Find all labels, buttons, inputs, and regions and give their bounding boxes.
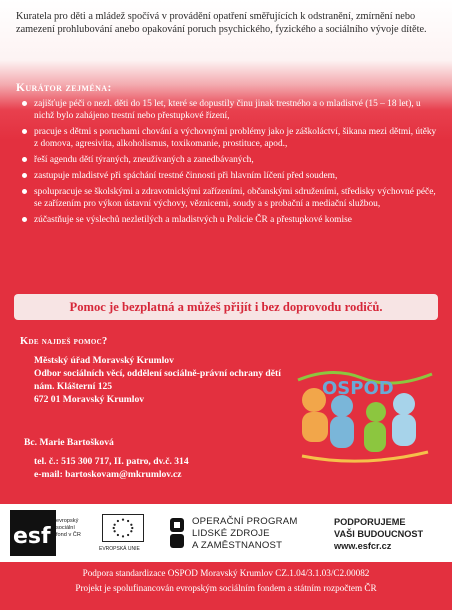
logo-arc-line [302,452,428,461]
address-line: 672 01 Moravský Krumlov [34,394,145,405]
duty-text: zastupuje mladistvé při spáchání trestné činnosti při hlavním líčení před soudem, [34,171,338,182]
list-item [22,186,442,211]
section-title: Kurátor zejména: [16,82,112,94]
intro-paragraph: Kuratela pro děti a mládež spočívá v provádění opatření směřujících k odstranění, zmírnění nebo zamezení prohlubování anebo opakování poruch psychického, fyzického a sociálního vývoje dítěte. [16,11,427,36]
list-item [22,170,442,182]
logo-text: OSPOD [322,378,394,399]
list-item [22,126,442,151]
logo-head-lightblue [393,393,415,415]
bullet-icon [22,157,27,162]
help-title: Kde najdeš pomoc? [20,336,108,347]
op-line: A ZAMĚSTNANOST [192,540,283,551]
phone-text: tel. č.: 515 300 717, II. patro, dv.č. 314 [34,456,189,467]
bullet-icon [22,217,27,222]
op-program-text [192,516,298,552]
bullet-icon [22,189,27,194]
duty-text: zúčastňuje se výslechů nezletilých a mladistvých u Policie ČR a přestupkové komise [34,215,352,226]
support-text [334,516,423,552]
bullet-icon [22,101,27,106]
eu-flag-icon [102,514,144,542]
logo-body-blue [330,416,354,448]
esf-caption-line: fond v ČR [56,531,81,538]
address-line: nám. Klášterní 125 [34,381,113,392]
contact-block [34,455,189,481]
esf-caption-line: evropský [56,518,79,524]
esf-caption-line: sociální [56,524,75,531]
funding-note [0,566,452,596]
esf-logo-text: esf [13,524,51,549]
contact-person-name: Bc. Marie Bartošková [24,437,114,448]
funding-line: Podpora standardizace OSPOD Moravský Krumlov CZ.1.04/3.1.03/C2.00082 [82,568,370,578]
duty-text: zajišťuje péči o nezl. děti do 15 let, které se dopustily činu jinak trestného a o mladistvé (15 – 18 let), u nichž bylo zahájeno trestní nebo přestupkové řízení, [34,99,421,122]
website-link[interactable]: www.esfcr.cz [334,541,392,551]
op-line: LIDSKÉ ZDROJE [192,528,270,539]
support-line: PODPORUJEME [334,517,406,527]
list-item [22,214,442,226]
logo-body-orange [302,412,328,442]
duties-list [22,98,442,230]
logo-body-green [364,422,386,452]
list-item [22,98,442,123]
esf-logo [10,510,56,556]
esf-caption [56,518,81,538]
op-line: OPERAČNÍ PROGRAM [192,516,298,527]
logo-body-lightblue [392,414,416,446]
list-item [22,154,442,166]
email-text: e-mail: bartoskovam@mkrumlov.cz [34,469,182,480]
free-help-banner: Pomoc je bezplatná a můžeš přijít i bez doprovodu rodičů. [14,294,438,320]
bullet-icon [22,129,27,134]
footer-logo-bar [0,504,452,562]
logo-head-green [366,402,386,422]
support-line: VAŠI BUDOUCNOST [334,529,424,539]
op-program-logo [168,516,188,550]
ospod-logo [292,360,438,472]
duty-text: spolupracuje se školskými a zdravotnickými zařízeními, občanskými sdruženími, středisky výchovné péče, se zařízením pro výkon ústavní výchovy, věznicemi, soudy a s probační a mediační službou, [34,187,436,210]
eu-caption: EVROPSKÁ UNIE [99,546,140,552]
address-line: Městský úřad Moravský Krumlov [34,355,174,366]
bullet-icon [22,173,27,178]
duty-text: řeší agendu dětí týraných, zneužívaných a zanedbávaných, [34,155,254,166]
funding-line: Projekt je spolufinancován evropským sociálním fondem a státním rozpočtem ČR [75,583,377,593]
duty-text: pracuje s dětmi s poruchami chování a výchovnými problémy jako je záškoláctví, šikana mezi dětmi, útěky z domova, agresivita, alkoholismus, toxikomanie, prostituce, apod., [34,127,437,150]
address-line: Odbor sociálních věcí, oddělení sociálně-právní ochrany dětí [34,368,281,379]
